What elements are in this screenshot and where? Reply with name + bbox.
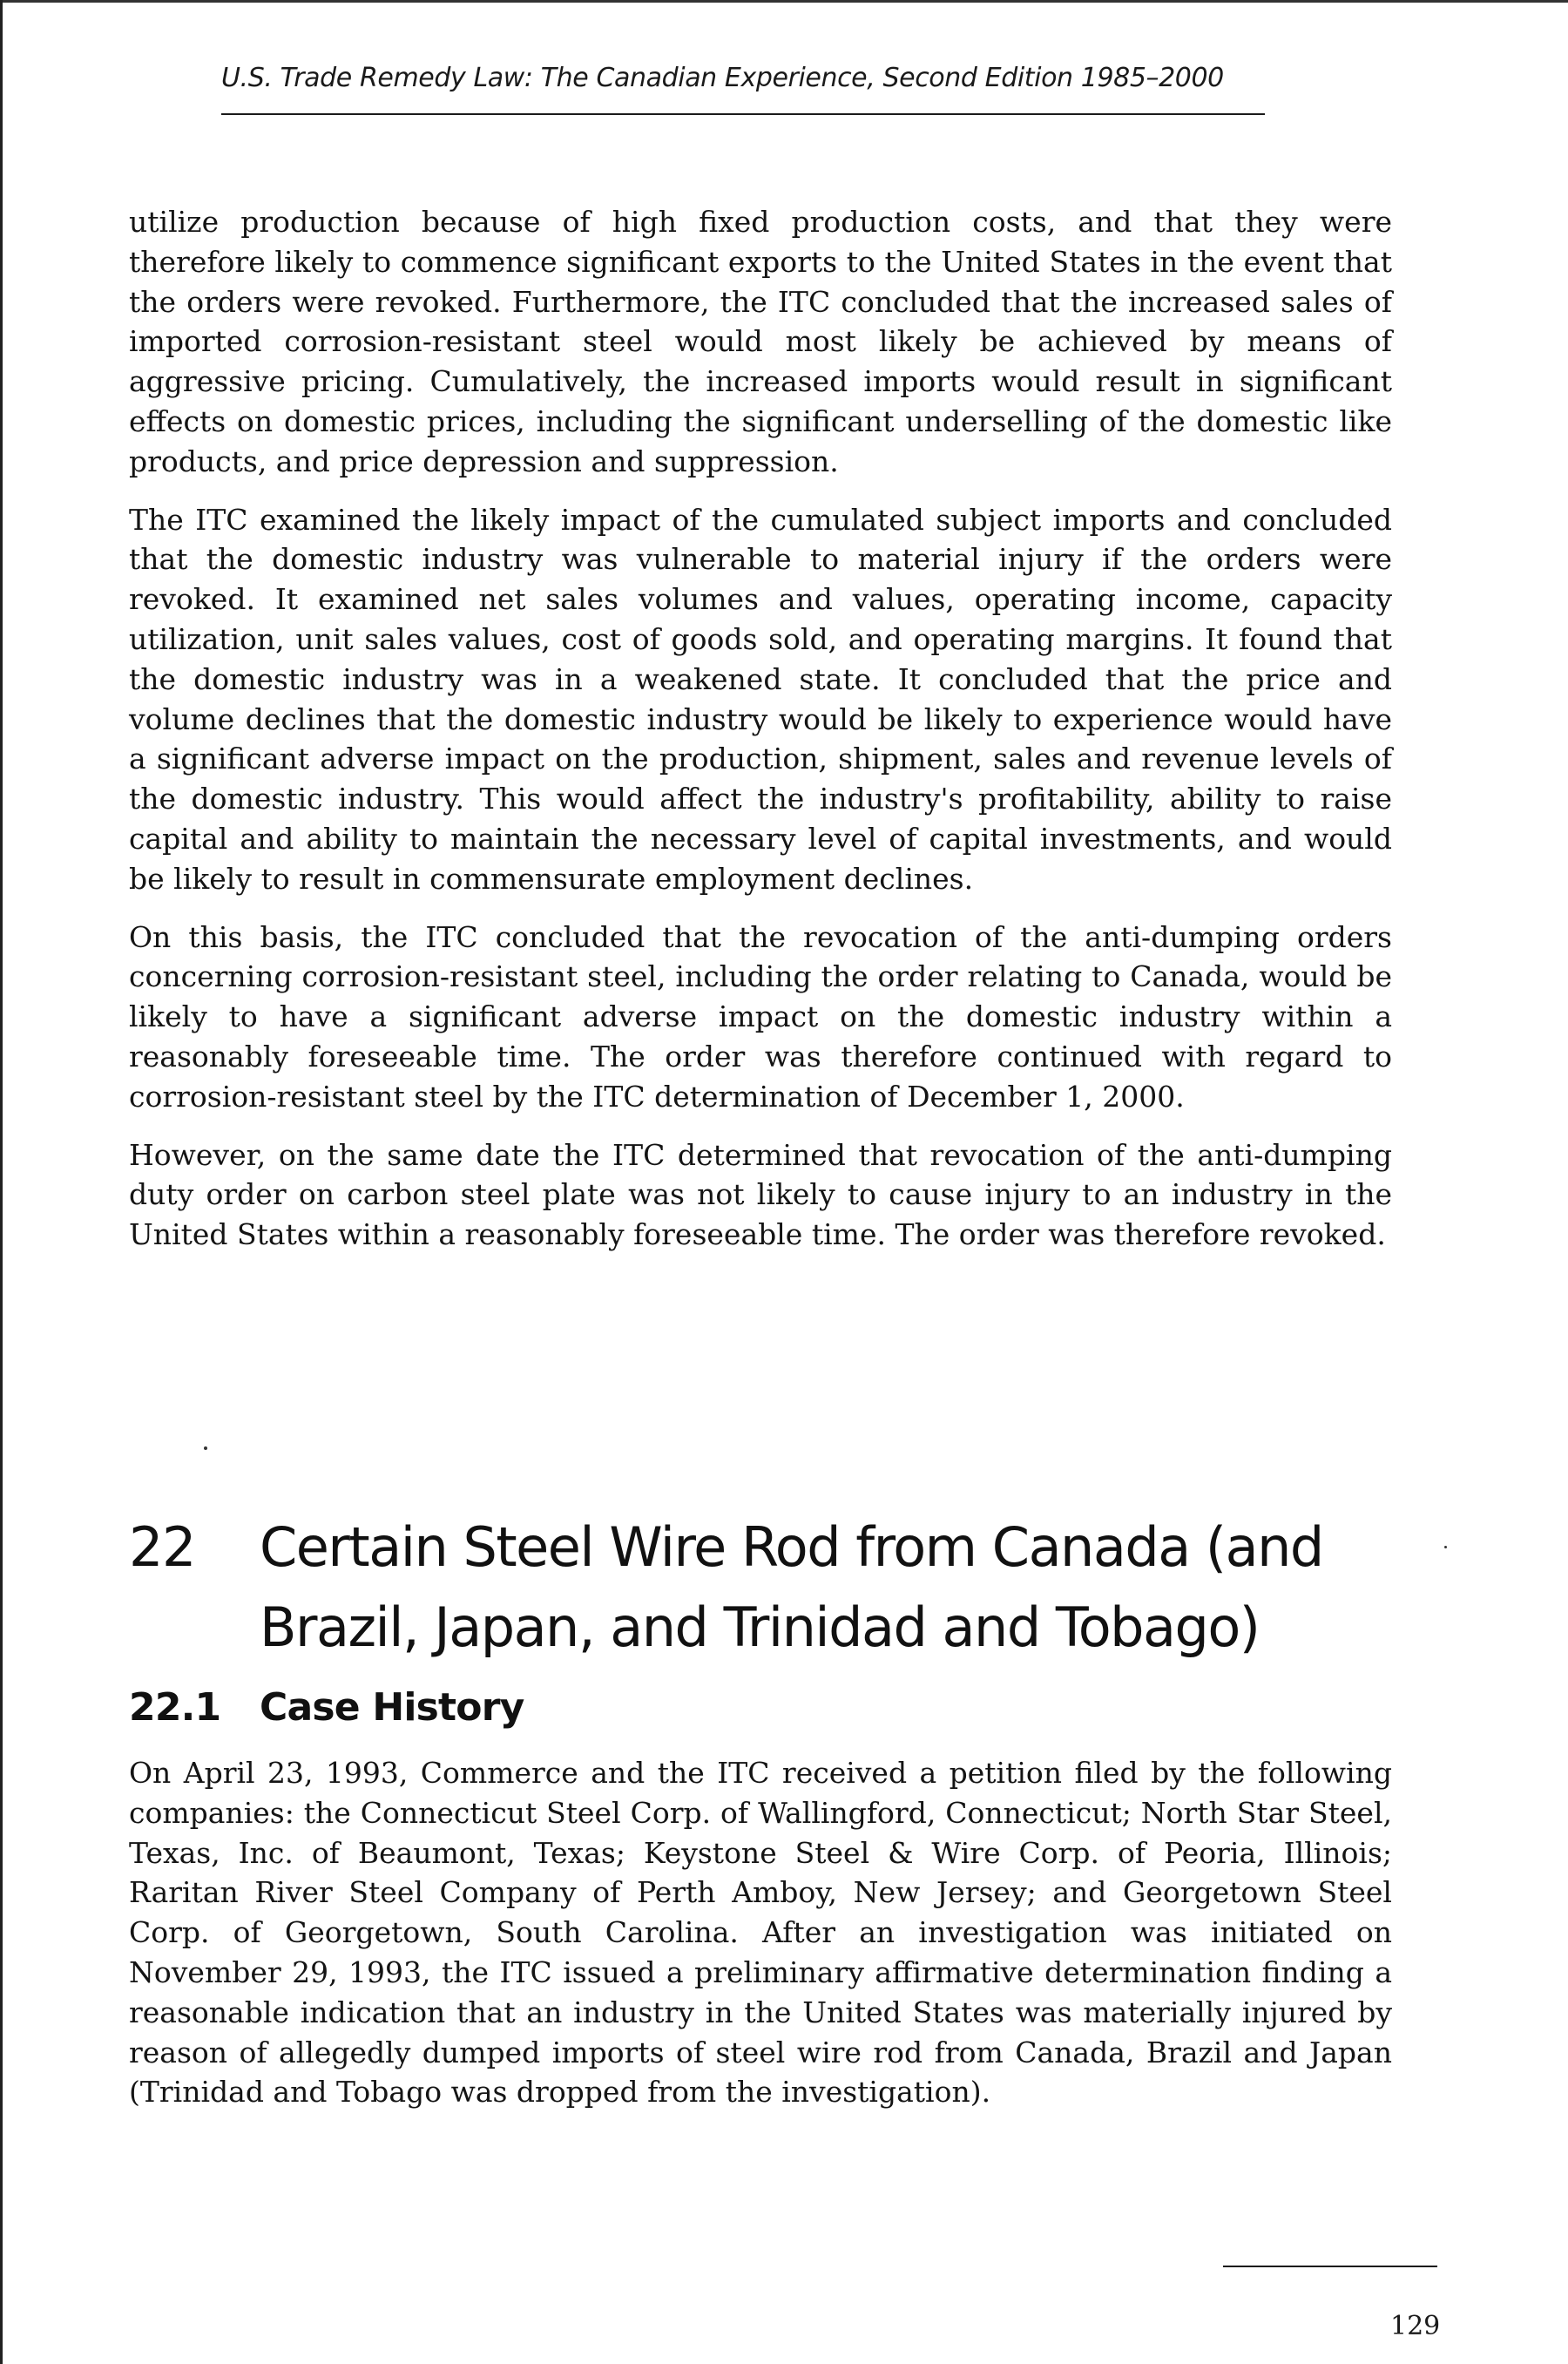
section-title: Case History [260,1685,524,1730]
section-paragraph: On April 23, 1993, Commerce and the ITC received a petition filed by the following companies: the Connecticut Steel Corp. of Wallingford, Connecticut; North Star Steel, Texas, Inc. of Beaumont, Texas; Keystone Steel & Wire Corp. of Peoria, Illinois; Raritan River Steel Company of Perth Amboy, New Jersey; and Georgetown Steel Corp. of Georgetown, South Carolina. After an investigation was initiated on November 29, 1993, the ITC issued a preliminary affirmative determination finding a reasonable indication that an industry in the United States was materially injured by reason of allegedly dumped imports of steel wire rod from Canada, Brazil and Japan (Trinidad and Tobago was dropped from the investigation). [129,1756,1392,2110]
chapter-number: 22 [129,1515,195,1579]
footer-rule [1223,2266,1437,2267]
paragraph-2: The ITC examined the likely impact of the cumulated subject imports and concluded that the domestic industry was vulnerable to material injury if the orders were revoked. It examined net sales volumes and values, operating income, capacity utilization, unit sales values, cost of goods sold, and operating margins. It found that the domestic industry was in a weakened state. It concluded that the price and volume declines that the domestic industry would be likely to experience would have a significant adverse impact on the production, shipment, sales and revenue levels of the domestic industry. This would affect the industry's profitability, ability to raise capital and ability to maintain the necessary level of capital investments, and would be likely to result in commensurate employment declines. [129,502,1392,896]
scan-speck [1444,1546,1447,1548]
scan-edge-left [0,0,3,2364]
paragraph-3: On this basis, the ITC concluded that the revocation of the anti-dumping orders concerning corrosion-resistant steel, including the order relating to Canada, would be likely to have a significant adverse impact on the domestic industry within a reasonably foreseeable time. The order was therefore continued with regard to corrosion-resistant steel by the ITC determination of December 1, 2000. [129,919,1392,1114]
running-header: U.S. Trade Remedy Law: The Canadian Experience, Second Edition 1985–2000 [221,63,1224,93]
section-heading [129,1682,1392,1734]
scan-speck [204,1446,207,1450]
chapter [129,1507,1392,2130]
header-rule [221,113,1265,115]
scan-edge-top [0,0,1568,3]
section-number: 22.1 [129,1685,221,1730]
body-text [129,202,1392,1273]
chapter-heading [129,1507,1392,1668]
paragraph-4: However, on the same date the ITC determined that revocation of the anti-dumping duty order on carbon steel plate was not likely to cause injury to an industry in the United States within a reasonably foreseeable time. The order was therefore revoked. [129,1137,1392,1252]
chapter-title: Certain Steel Wire Rod from Canada (and Brazil, Japan, and Trinidad and Tobago) [260,1515,1323,1659]
page-number: 129 [1390,2311,1441,2341]
paragraph-1: utilize production because of high fixed production costs, and that they were therefore likely to commence significant exports to the United States in the event that the orders were revoked. Furthermore, the ITC concluded that the increased sales of imported corrosion-resistant steel would most likely be achieved by means of aggressive pricing. Cumulatively, the increased imports would result in significant effects on domestic prices, including the significant underselling of the domestic like products, and price depression and suppression. [129,205,1392,478]
